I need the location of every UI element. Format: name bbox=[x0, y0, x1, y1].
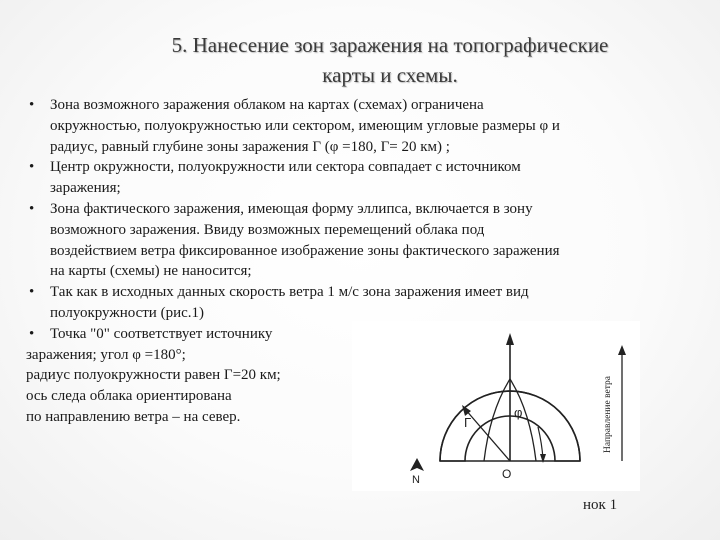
bullet-line: заражения; bbox=[50, 180, 121, 197]
bullet-marker: • bbox=[29, 159, 35, 176]
continuation-line: ось следа облака ориентирована bbox=[26, 388, 232, 405]
continuation-line: по направлению ветра – на север. bbox=[26, 408, 241, 425]
wind-direction-label: Направление ветра bbox=[603, 376, 613, 453]
origin-label: О bbox=[502, 467, 512, 481]
bullet-line: Центр окружности, полуокружности или сектора совпадает с источником bbox=[50, 159, 521, 176]
bullet-line: на карты (схемы) не наносится; bbox=[50, 263, 252, 280]
continuation-line: радиус полуокружности равен Г=20 км; bbox=[26, 367, 281, 384]
bullet-marker: • bbox=[29, 200, 35, 217]
bullet-marker: • bbox=[29, 325, 35, 342]
bullet-item bbox=[26, 95, 676, 157]
bullet-line: окружностью, полуокружностью или сектором, имеющим угловые размеры φ и bbox=[50, 117, 560, 134]
phi-label: φ bbox=[514, 405, 523, 420]
north-label: N bbox=[412, 474, 420, 486]
gamma-label: Г bbox=[464, 415, 472, 430]
bullet-marker: • bbox=[29, 284, 35, 301]
continuation-line: заражения; угол φ =180°; bbox=[26, 346, 186, 363]
bullet-line: возможного заражения. Ввиду возможных перемещений облака под bbox=[50, 221, 485, 238]
slide-title-line-1: 5. Нанесение зон заражения на топографические bbox=[171, 33, 609, 57]
slide-title bbox=[90, 30, 690, 90]
bullet-line: воздействием ветра фиксированное изображение зоны фактического заражения bbox=[50, 242, 560, 259]
bullet-line: радиус, равный глубине зоны заражения Г (φ =180, Г= 20 км) ; bbox=[50, 138, 450, 155]
figure-caption: нок 1 bbox=[583, 497, 618, 513]
semicircle-diagram bbox=[352, 321, 640, 491]
bullet-line: Зона возможного заражения облаком на картах (схемах) ограничена bbox=[50, 97, 484, 113]
bullet-line: Так как в исходных данных скорость ветра 1 м/с зона заражения имеет вид bbox=[50, 284, 529, 301]
bullet-line: полуокружности (рис.1) bbox=[50, 304, 205, 321]
bullet-item bbox=[26, 199, 676, 282]
semicircle-diagram-svg bbox=[352, 321, 640, 491]
wind-arrow-head bbox=[618, 345, 626, 355]
slide-title-line-2: карты и схемы. bbox=[322, 63, 458, 87]
bullet-item bbox=[26, 157, 676, 199]
bullet-marker: • bbox=[29, 97, 35, 113]
axis-arrow bbox=[506, 333, 514, 345]
bullet-line: Зона фактического заражения, имеющая форму эллипса, включается в зону bbox=[50, 200, 533, 217]
bullet-item bbox=[26, 282, 676, 324]
north-arrow-icon bbox=[410, 458, 424, 471]
bullet-line: Точка "0" соответствует источнику bbox=[50, 325, 273, 342]
